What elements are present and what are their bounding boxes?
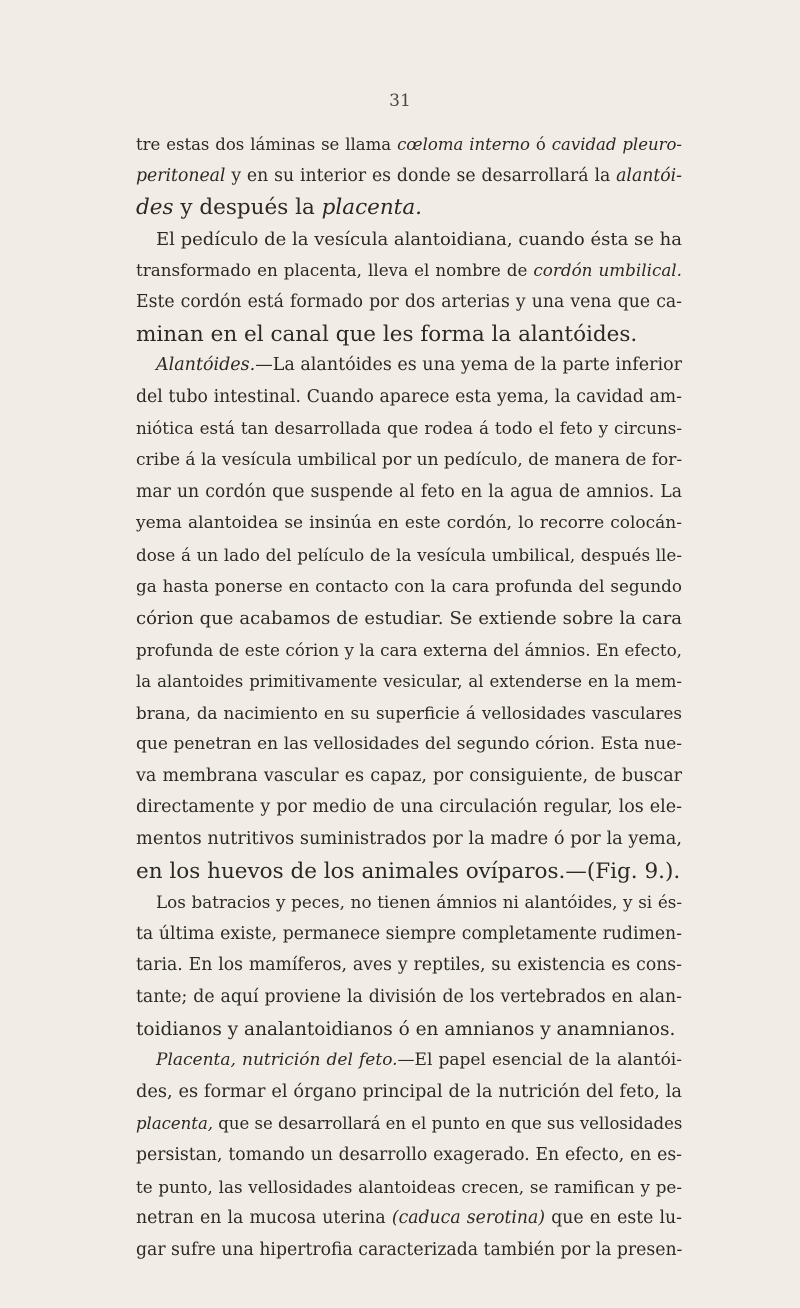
text-line — [136, 919, 682, 951]
text-line — [136, 1108, 682, 1140]
text-run: cribe á la vesícula umbilical por un pedículo, de manera de for- — [136, 449, 683, 470]
text-run: del tubo intestinal. Cuando aparece esta yema, la cavidad am- — [136, 386, 682, 407]
text-run: El pedículo de la vesícula alantoidiana, cuando ésta se ha — [156, 228, 682, 250]
text-line — [136, 1045, 682, 1077]
text-run: gar sufre una hipertrofia caracterizada también por la presen- — [136, 1239, 683, 1260]
italic-term: placenta. — [321, 195, 422, 221]
text-run: mar un cordón que suspende al feto en la agua de amnios. La — [136, 481, 682, 502]
text-line — [136, 540, 682, 572]
page-number: 31 — [389, 91, 411, 111]
italic-term: cordón umbilical. — [533, 260, 682, 281]
text-line — [136, 413, 682, 445]
text-run: yema alantoidea se insinúa en este cordón, lo recorre colocán- — [136, 513, 682, 534]
text-run: tre estas dos láminas se llama — [136, 135, 398, 154]
text-line — [136, 350, 682, 382]
text-line — [136, 287, 682, 319]
text-line — [136, 445, 682, 477]
text-run: niótica está tan desarrollada que rodea á todo el feto y circuns- — [136, 418, 682, 439]
text-line — [136, 508, 682, 540]
text-run: dose á un lado del películo de la vesícula umbilical, después lle- — [136, 544, 682, 565]
text-line — [136, 1140, 682, 1172]
text-line — [136, 319, 682, 351]
text-run: netran en la mucosa uterina — [136, 1208, 392, 1229]
text-line — [136, 635, 682, 667]
text-line — [136, 1203, 682, 1235]
text-run: —El papel esencial de la alantói- — [397, 1050, 682, 1071]
text-line — [136, 161, 682, 193]
text-line — [136, 1172, 682, 1204]
text-run: des, es formar el órgano principal de la nutrición del feto, la — [136, 1081, 682, 1102]
italic-term: placenta, — [136, 1114, 214, 1134]
text-run: tante; de aquí proviene la división de los vertebrados en alan- — [136, 987, 682, 1008]
text-run: Los batracios y peces, no tienen ámnios ni alantóides, y si és- — [156, 892, 682, 913]
text-run: ta última existe, permanece siempre completamente rudimen- — [136, 923, 682, 944]
text-line — [136, 982, 682, 1014]
text-line — [136, 224, 682, 256]
text-line — [136, 887, 682, 919]
text-run: persistan, tomando un desarrollo exagerado. En efecto, en es- — [136, 1145, 682, 1165]
text-line — [136, 792, 682, 824]
text-line — [136, 477, 682, 509]
text-run: —La alantóides es una yema de la parte inferior — [255, 355, 682, 376]
text-run: ó — [530, 135, 552, 154]
text-run: y después la — [173, 195, 322, 221]
text-line — [136, 603, 682, 635]
text-run: taria. En los mamíferos, aves y reptiles, su existencia es cons- — [136, 955, 682, 976]
text-line — [136, 255, 682, 287]
text-run: transformado en placenta, lleva el nombre de — [136, 260, 534, 281]
italic-term: des — [136, 195, 174, 221]
text-run: córion que acabamos de estudiar. Se extiende sobre la cara — [136, 607, 682, 629]
text-run: profunda de este córion y la cara externa del ámnios. En efecto, — [136, 639, 682, 660]
italic-term: Placenta, nutrición del feto. — [156, 1050, 398, 1071]
text-run: la alantoides primitivamente vesicular, al extenderse en la mem- — [136, 672, 682, 692]
text-run: minan en el canal que les forma la alantóides. — [136, 321, 638, 347]
body-text — [136, 129, 682, 1266]
text-run: Este cordón está formado por dos arterias y una vena que ca- — [136, 291, 682, 312]
text-line — [136, 856, 682, 888]
text-line — [136, 571, 682, 603]
text-line — [136, 729, 682, 761]
italic-term: peritoneal — [136, 165, 226, 186]
text-line — [136, 129, 682, 161]
text-line — [136, 382, 682, 414]
text-line — [136, 824, 682, 856]
text-line — [136, 1235, 682, 1267]
italic-term: cœloma interno — [397, 135, 530, 154]
text-run: te punto, las vellosidades alantoideas crecen, se ramifican y pe- — [136, 1176, 682, 1197]
text-run: en los huevos de los animales ovíparos.—(Fig. 9.). — [136, 858, 681, 884]
text-run: que se desarrollará en el punto en que sus vellosidades — [213, 1114, 683, 1134]
text-run: va membrana vascular es capaz, por consiguiente, de buscar — [136, 765, 682, 786]
text-run: y en su interior es donde se desarrollará la — [225, 165, 617, 186]
text-line — [136, 698, 682, 730]
text-run: toidianos y analantoidianos ó en amnianos y anamnianos. — [136, 1018, 676, 1040]
italic-term: alantói- — [616, 165, 682, 186]
text-line — [136, 950, 682, 982]
text-run: brana, da nacimiento en su superficie á vellosidades vasculares — [136, 702, 682, 723]
italic-term: cavidad pleuro- — [551, 135, 682, 154]
text-line — [136, 1077, 682, 1109]
text-line — [136, 1014, 682, 1046]
text-run: que penetran en las vellosidades del segundo córion. Esta nue- — [136, 734, 682, 755]
text-line — [136, 666, 682, 698]
italic-term: (caduca serotina) — [391, 1208, 546, 1229]
text-line — [136, 761, 682, 793]
italic-term: Alantóides. — [156, 355, 256, 376]
text-line — [136, 192, 682, 224]
text-run: ga hasta ponerse en contacto con la cara profunda del segundo — [136, 576, 682, 597]
text-run: que en este lu- — [545, 1208, 682, 1229]
text-run: directamente y por medio de una circulación regular, los ele- — [136, 797, 682, 818]
text-run: mentos nutritivos suministrados por la madre ó por la yema, — [136, 829, 682, 850]
